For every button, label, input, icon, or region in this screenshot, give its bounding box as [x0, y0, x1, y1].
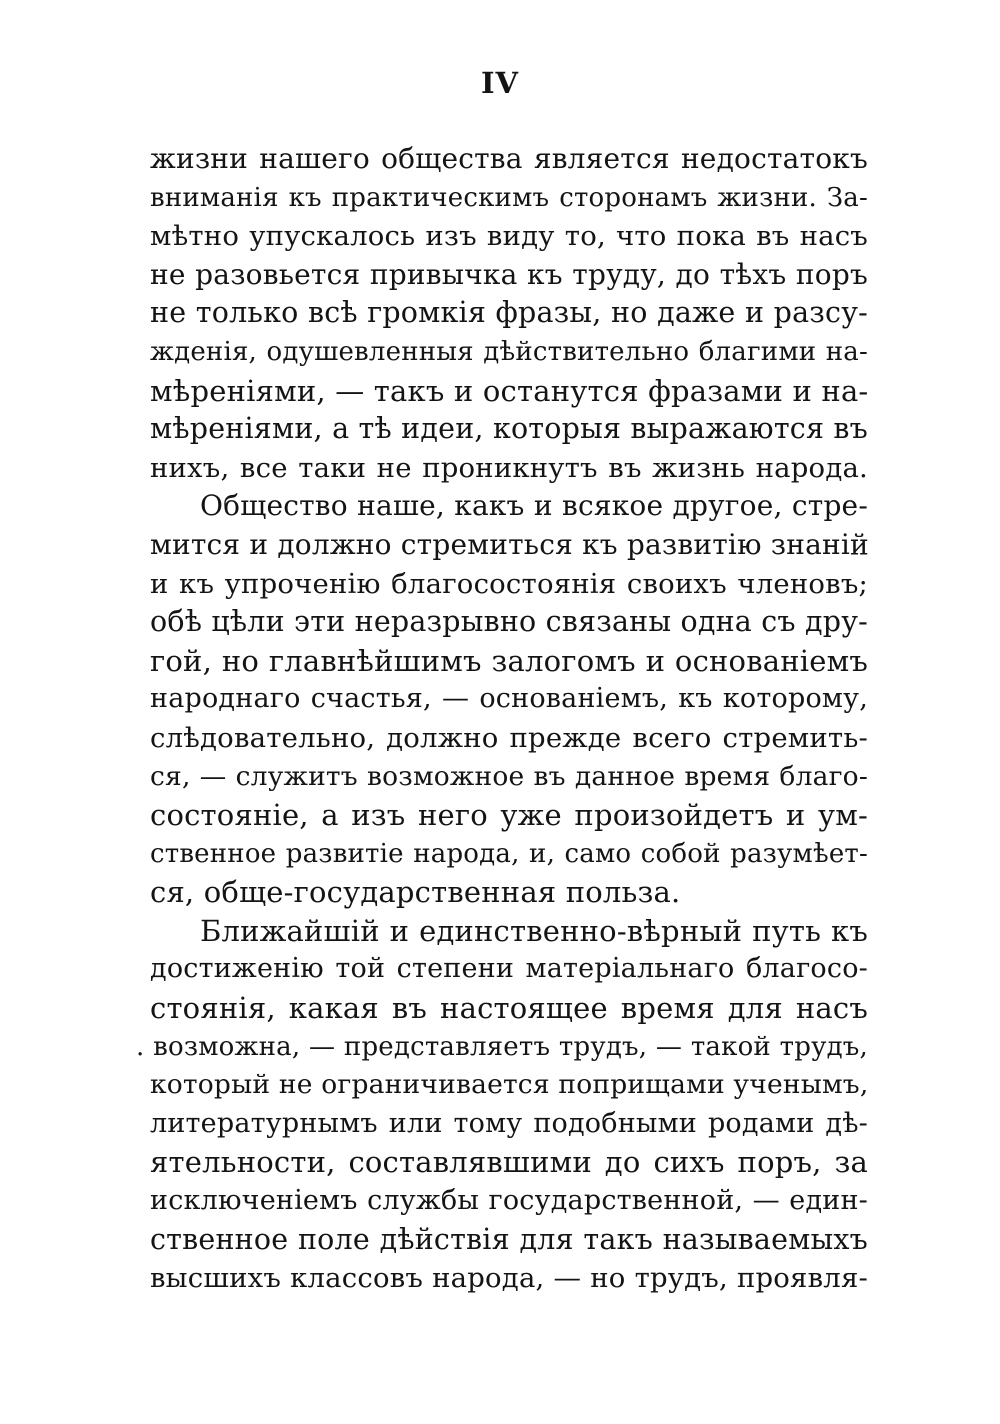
text-line: жизни нашего общества является недостатокъ	[150, 142, 868, 175]
text-line: ятельности, составлявшими до сихъ поръ, за	[150, 1145, 868, 1180]
text-line: ся, обще-государственная польза.	[150, 875, 681, 910]
text-line: мится и должно стремиться къ развитію знаній	[150, 527, 869, 561]
text-line: ственное развитіе народа, и, само собой разумѣет-	[150, 838, 868, 869]
text-line: Ближайшій и единственно-вѣрный путь къ	[200, 913, 868, 948]
text-line: исключеніемъ службы государственной, — един-	[150, 1185, 868, 1217]
text-line: достиженію той степени матеріальнаго благосо-	[150, 953, 868, 985]
text-line: мѣреніями, а тѣ идеи, которыя выражаются въ	[150, 412, 868, 446]
paragraph-3	[136, 912, 869, 1298]
text-line: . возможна, — представляетъ трудъ, — такой трудъ,	[136, 1031, 868, 1062]
text-line: жденія, одушевленныя дѣйствительно благими на-	[150, 336, 868, 367]
text-line: народнаго счастья, — основаніемъ, къ которому,	[150, 683, 868, 715]
text-line: гой, но главнѣйшимъ залогомъ и основаніемъ	[150, 643, 868, 678]
text-line: высшихъ классовъ народа, — но трудъ, проявля-	[150, 1262, 868, 1295]
text-line: мѣтно упускалось изъ виду то, что пока въ насъ	[150, 220, 868, 253]
text-line: нихъ, все таки не проникнутъ въ жизнь народа.	[150, 451, 868, 484]
text-line: состояніе, а изъ него уже произойдетъ и ум-	[150, 798, 868, 833]
text-line: мѣреніями, — такъ и останутся фразами и на-	[150, 373, 869, 408]
text-line: не только всѣ громкія фразы, но даже и разсу-	[150, 296, 868, 330]
text-line: стоянія, какая въ настоящее время для насъ	[150, 991, 868, 1026]
text-line: вниманія къ практическимъ сторонамъ жизни. За-	[150, 182, 868, 213]
paragraph-1	[150, 140, 868, 487]
paragraph-2	[150, 487, 868, 912]
page-number: IV	[480, 66, 520, 100]
text-line: который не ограничивается поприщами ученымъ,	[150, 1069, 869, 1101]
text-line: литературнымъ или тому подобными родами дѣ-	[150, 1107, 868, 1139]
text-line: ственное поле дѣйствія для такъ называемыхъ	[150, 1222, 868, 1256]
text-body	[136, 140, 869, 1298]
text-line: Общество наше, какъ и всякое другое, стре-	[200, 489, 868, 523]
text-line: обѣ цѣли эти неразрывно связаны одна съ дру-	[150, 605, 869, 639]
text-line: и къ упроченію благосостоянія своихъ членовъ;	[150, 567, 868, 600]
text-line: не разовьется привычка къ труду, до тѣхъ поръ	[150, 257, 868, 291]
text-line: ся, — служитъ возможное въ данное время благо-	[150, 760, 868, 792]
text-line: слѣдовательно, должно прежде всего стремить-	[150, 721, 868, 754]
